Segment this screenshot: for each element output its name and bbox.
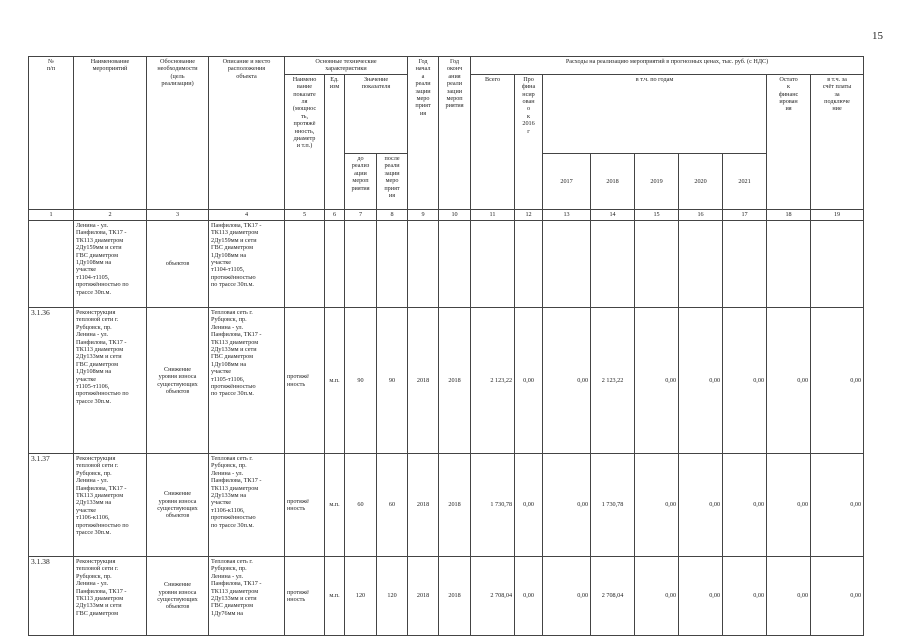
column-number-cell: 13 xyxy=(543,210,591,221)
cell-y2021: 0,00 xyxy=(723,454,767,557)
column-number-row xyxy=(29,210,864,221)
cell-total: 2 708,04 xyxy=(471,557,515,636)
column-number-cell: 9 xyxy=(408,210,439,221)
cell-remain: 0,00 xyxy=(767,557,811,636)
cell-desc: Тепловая сеть г. Рубцовск, пр. Ленина - ул. Панфилова, ТК17 - ТК113 диаметром 2Ду133мм на участке т1106-к1106, протяжённостью по трассе 30п.м. xyxy=(209,454,285,557)
cell-total: 1 730,78 xyxy=(471,454,515,557)
header-col-description: Описание и место расположения объекта xyxy=(209,57,285,210)
header-col-remain: Остато к финанс ирован ия xyxy=(767,74,811,209)
cell-start xyxy=(408,221,439,308)
cell-reason: Снижение уровня износа существующих объектов xyxy=(147,308,209,454)
cell-unit: м.п. xyxy=(325,454,345,557)
cell-after xyxy=(377,221,408,308)
cell-y2020: 0,00 xyxy=(679,454,723,557)
header-group-value: Значение показателя xyxy=(345,74,408,153)
cell-no xyxy=(29,221,74,308)
cell-unit: м.п. xyxy=(325,308,345,454)
header-col-2019: 2019 xyxy=(635,153,679,209)
cell-y2019: 0,00 xyxy=(635,454,679,557)
header-col-start-year: Год начал а реали зации меро прият ия xyxy=(408,57,439,210)
cell-end: 2018 xyxy=(439,454,471,557)
column-number-cell: 4 xyxy=(209,210,285,221)
cell-y2019 xyxy=(635,221,679,308)
cell-desc: Панфилова, ТК17 - ТК113 диаметром 2Ду159мм и сети ГВС диаметром 1Ду108мм на участке т1104-т1105, протяжённостью по трассе 30п.м. xyxy=(209,221,285,308)
cell-y2019: 0,00 xyxy=(635,557,679,636)
header-col-end-year: Год оконч ания реали зации мероп риятия xyxy=(439,57,471,210)
cell-name: Реконструкция тепловой сети г. Рубцовск, пр. Ленина - ул. Панфилова, ТК17 - ТК113 диаметром 2Ду133мм на участке т1106-к1106, протяжённостью по трассе 30п.м. xyxy=(74,454,147,557)
cell-y2017: 0,00 xyxy=(543,308,591,454)
table-row xyxy=(29,221,864,308)
cell-y2021: 0,00 xyxy=(723,557,767,636)
cell-unit: м.п. xyxy=(325,557,345,636)
column-number-cell: 19 xyxy=(811,210,864,221)
header-col-2018: 2018 xyxy=(591,153,635,209)
cell-y2018: 2 123,22 xyxy=(591,308,635,454)
cell-reason: Снижение уровня износа существующих объектов xyxy=(147,557,209,636)
cell-y2018 xyxy=(591,221,635,308)
cell-indicator: протяжё нность xyxy=(285,557,325,636)
header-col-financed: Про фина нсир ован о к 2016 г xyxy=(515,74,543,209)
cell-start: 2018 xyxy=(408,454,439,557)
cell-end: 2018 xyxy=(439,557,471,636)
cell-connection: 0,00 xyxy=(811,557,864,636)
header-col-after: после реали зации меро прият ия xyxy=(377,153,408,209)
cell-connection xyxy=(811,221,864,308)
cell-y2021 xyxy=(723,221,767,308)
header-col-indicator: Наимено вание показате ля (мощнос ть, протяжё нность, диаметр и т.п.) xyxy=(285,74,325,209)
cell-no: 3.1.36 xyxy=(29,308,74,454)
cell-y2020: 0,00 xyxy=(679,557,723,636)
cell-name: Реконструкция тепловой сети г. Рубцовск, пр. Ленина - ул. Панфилова, ТК17 - ТК113 диаметром 2Ду133мм и сети ГВС диаметром xyxy=(74,557,147,636)
cell-end: 2018 xyxy=(439,308,471,454)
header-col-number: № п/п xyxy=(29,57,74,210)
investment-table xyxy=(28,56,864,636)
cell-remain: 0,00 xyxy=(767,454,811,557)
header-group-tech: Основные технические характеристики xyxy=(285,57,408,75)
column-number-cell: 10 xyxy=(439,210,471,221)
header-row-1 xyxy=(29,57,864,75)
cell-before: 90 xyxy=(345,308,377,454)
cell-y2020 xyxy=(679,221,723,308)
column-number-cell: 14 xyxy=(591,210,635,221)
cell-before: 120 xyxy=(345,557,377,636)
column-number-cell: 11 xyxy=(471,210,515,221)
column-number-cell: 1 xyxy=(29,210,74,221)
column-number-cell: 17 xyxy=(723,210,767,221)
cell-indicator: протяжё нность xyxy=(285,308,325,454)
header-col-reason: Обоснование необходимости (цель реализации) xyxy=(147,57,209,210)
page-number: 15 xyxy=(872,30,883,42)
cell-no: 3.1.37 xyxy=(29,454,74,557)
column-number-cell: 18 xyxy=(767,210,811,221)
header-col-unit: Ед. изм xyxy=(325,74,345,209)
cell-desc: Тепловая сеть г. Рубцовск, пр. Ленина - ул. Панфилова, ТК17 - ТК113 диаметром 2Ду133мм и сети ГВС диаметром 1Ду76мм на xyxy=(209,557,285,636)
cell-indicator xyxy=(285,221,325,308)
cell-financed: 0,00 xyxy=(515,454,543,557)
cell-y2017: 0,00 xyxy=(543,557,591,636)
cell-start: 2018 xyxy=(408,557,439,636)
header-group-costs: Расходы на реализацию мероприятий в прогнозных ценах, тыс. руб. (с НДС) xyxy=(471,57,864,75)
cell-name: Реконструкция тепловой сети г. Рубцовск, пр. Ленина - ул. Панфилова, ТК17 - ТК113 диаметром 2Ду133мм и сети ГВС диаметром 1Ду108мм на участке т1105-т1106, протяжённостью по трассе 30п.м. xyxy=(74,308,147,454)
cell-financed xyxy=(515,221,543,308)
header-col-connection: в т.ч. за счёт платы за подключе ние xyxy=(811,74,864,209)
header-col-before: до реализ ации мероп риятия xyxy=(345,153,377,209)
cell-after: 120 xyxy=(377,557,408,636)
cell-connection: 0,00 xyxy=(811,308,864,454)
column-number-cell: 5 xyxy=(285,210,325,221)
header-col-2020: 2020 xyxy=(679,153,723,209)
cell-total: 2 123,22 xyxy=(471,308,515,454)
table-row xyxy=(29,454,864,557)
cell-after: 60 xyxy=(377,454,408,557)
table-row xyxy=(29,557,864,636)
column-number-cell: 15 xyxy=(635,210,679,221)
cell-y2017 xyxy=(543,221,591,308)
column-number-cell: 2 xyxy=(74,210,147,221)
cell-desc: Тепловая сеть г. Рубцовск, пр. Ленина - ул. Панфилова, ТК17 - ТК113 диаметром 2Ду133мм и сети ГВС диаметром 1Ду108мм на участке т1105-т1106, протяжённостью по трассе 30п.м. xyxy=(209,308,285,454)
column-number-cell: 16 xyxy=(679,210,723,221)
cell-y2018: 1 730,78 xyxy=(591,454,635,557)
column-number-cell: 8 xyxy=(377,210,408,221)
cell-remain xyxy=(767,221,811,308)
column-number-cell: 6 xyxy=(325,210,345,221)
cell-after: 90 xyxy=(377,308,408,454)
cell-no: 3.1.38 xyxy=(29,557,74,636)
cell-name: Ленина - ул. Панфилова, ТК17 - ТК113 диаметром 2Ду159мм и сети ГВС диаметром 1Ду108мм на участке т1104-т1105, протяжённостью по трассе 30п.м. xyxy=(74,221,147,308)
table-body xyxy=(29,210,864,636)
cell-connection: 0,00 xyxy=(811,454,864,557)
cell-start: 2018 xyxy=(408,308,439,454)
column-number-cell: 12 xyxy=(515,210,543,221)
header-col-2021: 2021 xyxy=(723,153,767,209)
cell-y2018: 2 708,04 xyxy=(591,557,635,636)
header-col-total: Всего xyxy=(471,74,515,209)
cell-unit xyxy=(325,221,345,308)
cell-reason: объектов xyxy=(147,221,209,308)
cell-y2017: 0,00 xyxy=(543,454,591,557)
cell-remain: 0,00 xyxy=(767,308,811,454)
cell-before xyxy=(345,221,377,308)
column-number-cell: 3 xyxy=(147,210,209,221)
cell-y2019: 0,00 xyxy=(635,308,679,454)
cell-reason: Снижение уровня износа существующих объектов xyxy=(147,454,209,557)
cell-y2021: 0,00 xyxy=(723,308,767,454)
cell-financed: 0,00 xyxy=(515,557,543,636)
header-group-years: в т.ч. по годам xyxy=(543,74,767,153)
table-row xyxy=(29,308,864,454)
header-col-name: Наименование мероприятий xyxy=(74,57,147,210)
cell-end xyxy=(439,221,471,308)
cell-indicator: протяжё нность xyxy=(285,454,325,557)
cell-total xyxy=(471,221,515,308)
cell-y2020: 0,00 xyxy=(679,308,723,454)
cell-financed: 0,00 xyxy=(515,308,543,454)
cell-before: 60 xyxy=(345,454,377,557)
column-number-cell: 7 xyxy=(345,210,377,221)
header-col-2017: 2017 xyxy=(543,153,591,209)
